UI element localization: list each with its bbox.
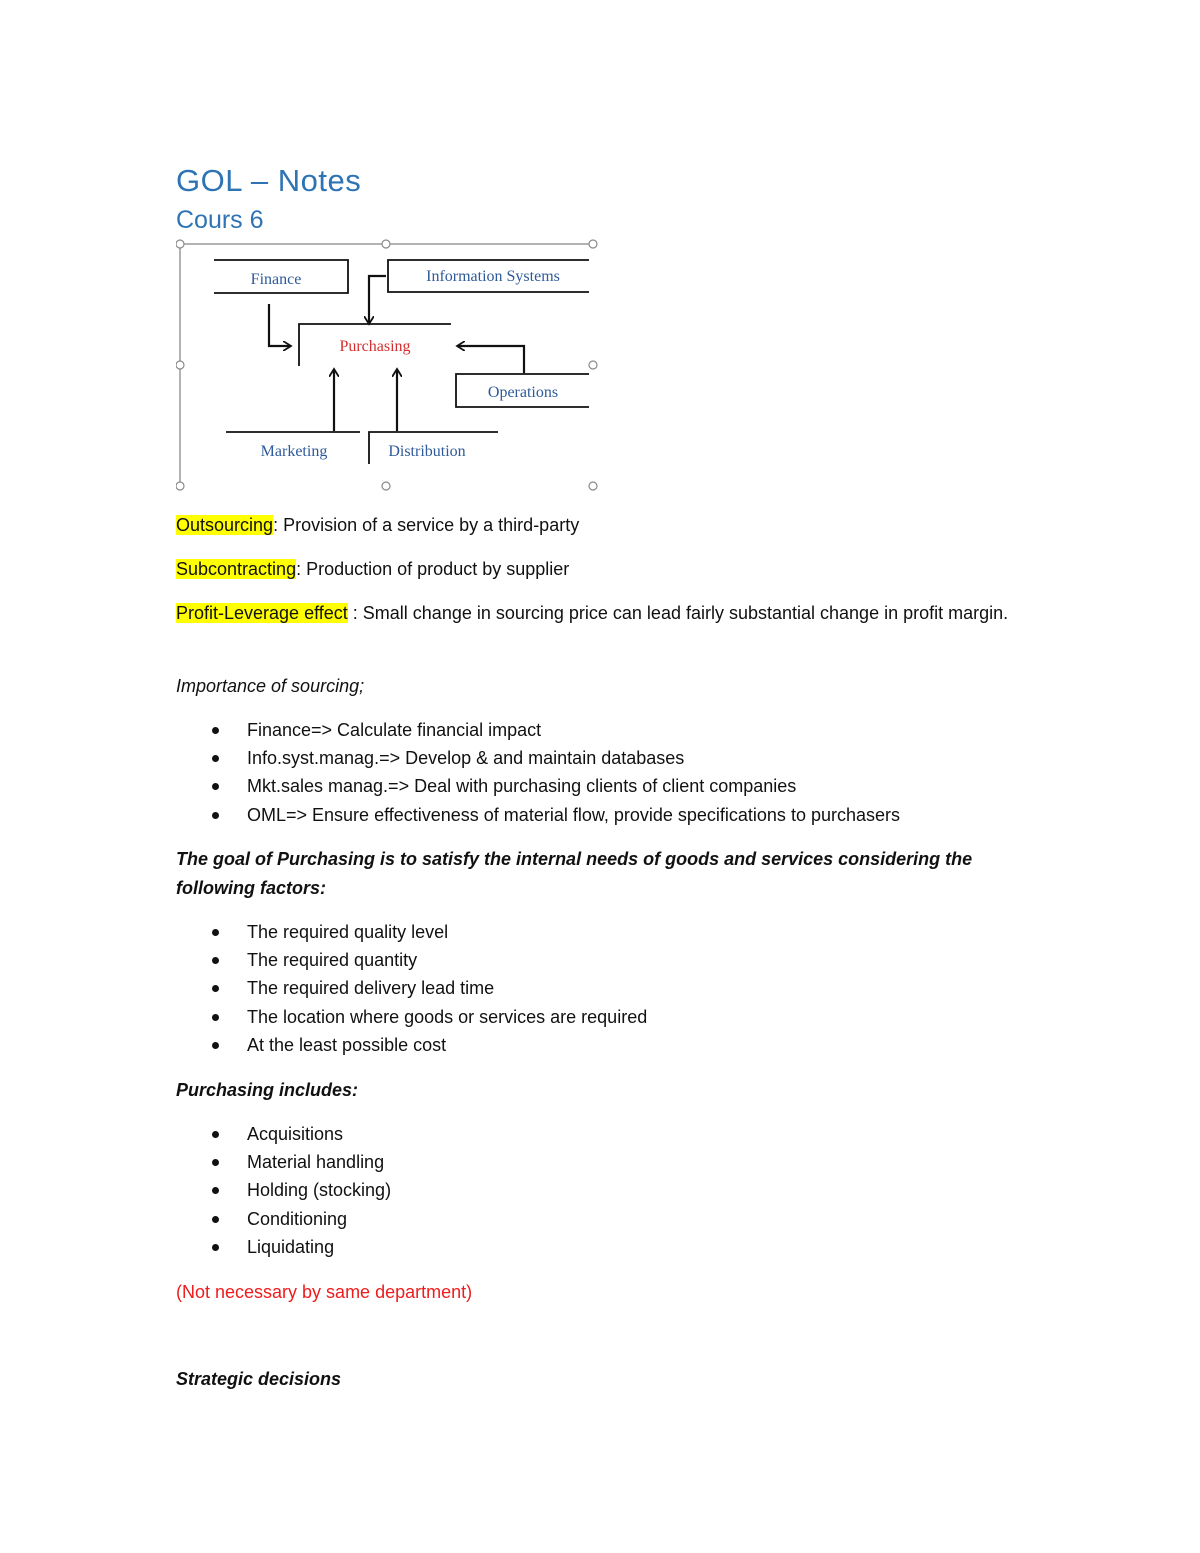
node-information-systems-label: Information Systems [426,268,560,285]
resize-handle-top-left[interactable] [176,240,184,248]
resize-handle-top-center[interactable] [382,240,390,248]
resize-handle-bottom-center[interactable] [382,482,390,490]
node-marketing [226,432,360,460]
bullet-icon [212,1014,219,1021]
list-item: Info.syst.manag.=> Develop & and maintain databases [176,744,900,772]
node-distribution [369,432,498,464]
definition-subcontracting [176,555,569,584]
bullet-icon [212,1159,219,1166]
bullet-icon [212,1131,219,1138]
bullet-icon [212,727,219,734]
strategic-heading: Strategic decisions [176,1369,342,1389]
definition-term-outsourcing: Outsourcing [176,515,274,535]
includes-heading: Purchasing includes: [176,1080,359,1100]
list-item: The required quality level [176,918,647,946]
definition-text: Production of product by supplier [301,559,570,579]
definition-separator: : [296,559,302,579]
list-item: Conditioning [176,1205,391,1233]
bullet-icon [212,957,219,964]
bullet-icon [212,755,219,762]
document-title: GOL – Notes [176,163,362,198]
arrow-finance-to-purchasing [269,304,290,346]
list-item: The required quantity [176,946,647,974]
bullet-icon [212,1244,219,1251]
list-item: Liquidating [176,1233,391,1261]
list-item: At the least possible cost [176,1031,647,1059]
department-note: (Not necessary by same department) [176,1282,473,1302]
importance-heading: Importance of sourcing; [176,676,365,696]
bullet-icon [212,1216,219,1223]
bullet-icon [212,1187,219,1194]
definition-separator: : [273,515,279,535]
node-operations-label: Operations [487,384,559,401]
list-item: Finance=> Calculate financial impact [176,716,900,744]
list-item: The required delivery lead time [176,974,647,1002]
node-distribution-label: Distribution [388,443,466,460]
definition-text: Provision of a service by a third-party [278,515,580,535]
resize-handle-middle-right[interactable] [589,361,597,369]
node-operations [456,374,589,407]
resize-handle-middle-left[interactable] [176,361,184,369]
definition-profit-leverage [176,599,1026,628]
resize-handle-bottom-right[interactable] [589,482,597,490]
list-item: Mkt.sales manag.=> Deal with purchasing clients of client companies [176,772,900,800]
document-subtitle: Cours 6 [176,206,264,234]
list-item: OML=> Ensure effectiveness of material flow, provide specifications to purchasers [176,801,900,829]
definition-outsourcing [176,511,579,540]
bullet-icon [212,812,219,819]
list-item: The location where goods or services are required [176,1003,647,1031]
purchasing-diagram[interactable] [176,238,600,494]
arrow-operations-to-purchasing [458,346,524,373]
includes-list [176,1120,391,1261]
list-item: Material handling [176,1148,391,1176]
definition-term-subcontracting: Subcontracting [176,559,297,579]
definition-separator: : [347,603,358,623]
bullet-icon [212,783,219,790]
node-information-systems [388,260,589,292]
importance-list [176,716,900,829]
definition-text: Small change in sourcing price can lead fairly substantial change in profit margin. [357,603,1009,623]
bullet-icon [212,985,219,992]
arrow-infosys-to-purchasing [369,276,386,323]
resize-handle-bottom-left[interactable] [176,482,184,490]
node-purchasing-label: Purchasing [339,338,411,355]
node-purchasing [299,324,451,366]
definition-term-profit-leverage: Profit-Leverage effect [176,603,348,623]
node-finance-label: Finance [250,271,302,288]
resize-handle-top-right[interactable] [589,240,597,248]
list-item: Holding (stocking) [176,1176,391,1204]
node-finance [214,260,348,293]
goal-list [176,918,647,1059]
node-marketing-label: Marketing [260,443,328,460]
goal-heading: The goal of Purchasing is to satisfy the internal needs of goods and services considering the following factors: [176,849,973,898]
bullet-icon [212,1042,219,1049]
bullet-icon [212,929,219,936]
list-item: Acquisitions [176,1120,391,1148]
